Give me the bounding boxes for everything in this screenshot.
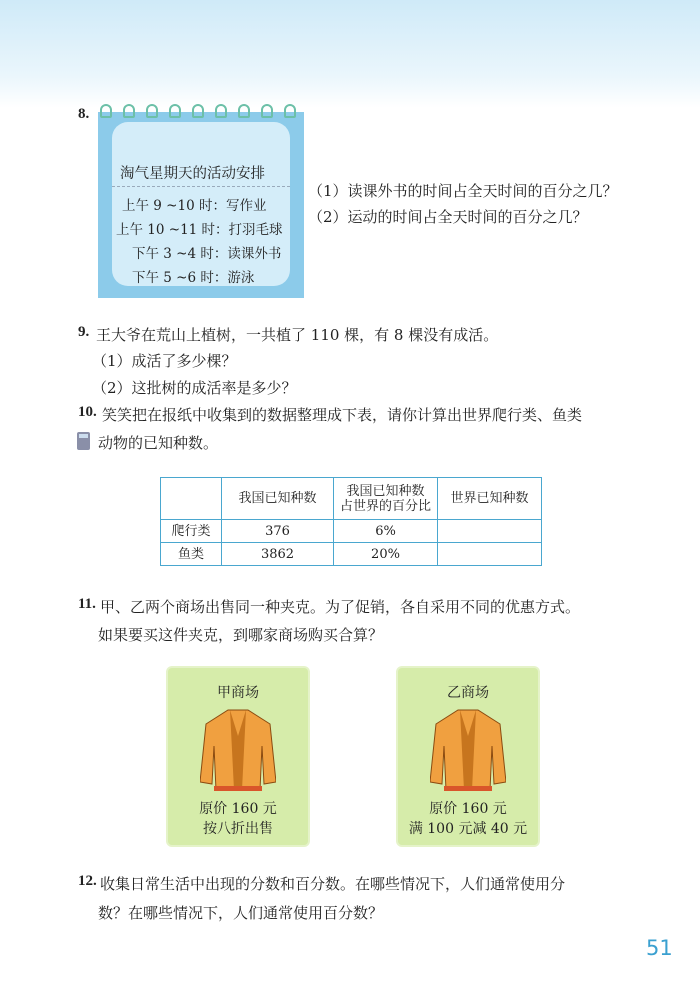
q8-question-1: （1）读课外书的时间占全天时间的百分之几？ (308, 182, 618, 200)
schedule-title: 淘气星期天的活动安排 (120, 166, 265, 182)
table-cell (438, 543, 542, 566)
jacket-icon (200, 706, 276, 792)
table-header: 我国已知种数 (222, 478, 334, 520)
q12-line1: 收集日常生活中出现的分数和百分数。在哪些情况下，人们通常使用分 (100, 875, 566, 893)
table-row (161, 520, 542, 543)
q11-line2: 如果要买这件夹克，到哪家商场购买合算？ (98, 626, 384, 644)
calculator-icon (77, 432, 90, 450)
table-header: 我国已知种数 占世界的百分比 (334, 478, 438, 520)
table-cell: 376 (222, 520, 334, 543)
shop-name: 甲商场 (217, 685, 259, 701)
q10-line2: 动物的已知种数。 (98, 434, 219, 452)
table-cell: 3862 (222, 543, 334, 566)
species-table (160, 477, 542, 566)
q8-question-2: （2）运动的时间占全天时间的百分之几？ (308, 208, 588, 226)
shop-name: 乙商场 (447, 685, 489, 701)
shop-price: 原价 160 元 (199, 801, 277, 817)
table-cell: 鱼类 (161, 543, 222, 566)
q8-number: 8. (78, 106, 90, 122)
shop-price: 原价 160 元 (429, 801, 507, 817)
q11-number: 11. (78, 596, 96, 612)
schedule-item: 下午 3 ~4 时：读课外书 (132, 246, 282, 262)
table-cell: 20% (334, 543, 438, 566)
table-header: 世界已知种数 (438, 478, 542, 520)
schedule-item: 上午 9 ~10 时：写作业 (122, 198, 267, 214)
q9-number: 9. (78, 324, 90, 340)
schedule-item: 下午 5 ~6 时：游泳 (132, 270, 255, 286)
shop-card-jia (168, 668, 308, 845)
shop-card-yi (398, 668, 538, 845)
schedule-card (98, 112, 304, 298)
page-header-band (0, 0, 700, 108)
table-row (161, 543, 542, 566)
q12-line2: 数？在哪些情况下，人们通常使用百分数？ (98, 904, 384, 922)
table-header (161, 478, 222, 520)
shop-offer: 满 100 元减 40 元 (408, 821, 528, 837)
q10-number: 10. (78, 404, 97, 420)
q12-number: 12. (78, 873, 97, 889)
jacket-icon (430, 706, 506, 792)
q9-question-1: （1）成活了多少棵？ (92, 352, 237, 370)
q11-line1: 甲、乙两个商场出售同一种夹克。为了促销，各自采用不同的优惠方式。 (100, 598, 581, 616)
page-number: 51 (646, 936, 673, 960)
table-cell: 爬行类 (161, 520, 222, 543)
schedule-item: 上午 10 ~11 时：打羽毛球 (116, 222, 283, 238)
shop-offer: 按八折出售 (203, 821, 273, 837)
q9-question-2: （2）这批树的成活率是多少？ (92, 379, 297, 397)
table-cell (438, 520, 542, 543)
table-cell: 6% (334, 520, 438, 543)
q9-text: 王大爷在荒山上植树，一共植了 110 棵，有 8 棵没有成活。 (96, 326, 499, 344)
q10-line1: 笑笑把在报纸中收集到的数据整理成下表，请你计算出世界爬行类、鱼类 (102, 406, 583, 424)
